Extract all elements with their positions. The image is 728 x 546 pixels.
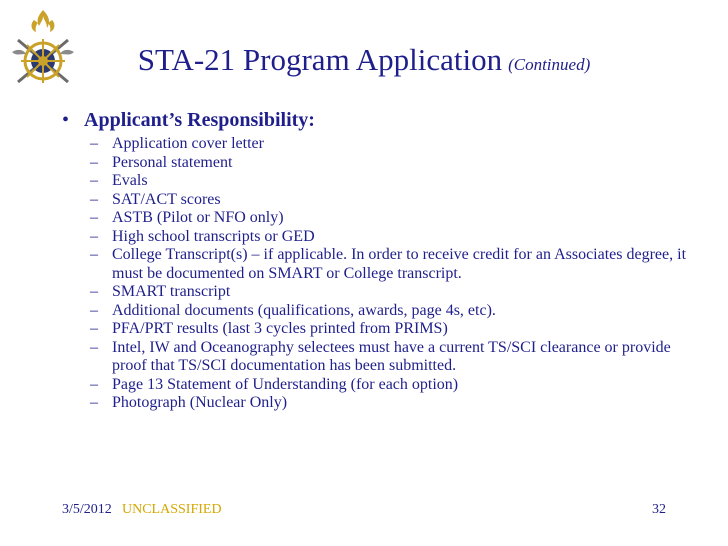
list-item-text: Evals (112, 172, 148, 189)
list-item-text: SMART transcript (112, 283, 231, 300)
list-item (90, 228, 702, 247)
list-item-text: PFA/PRT results (last 3 cycles printed from PRIMS) (112, 320, 448, 337)
list-item-text: College Transcript(s) – if applicable. In order to receive credit for an Associates degree, it must be documented on SMART or College transcript. (112, 246, 687, 282)
list-item-text: Personal statement (112, 153, 233, 171)
bullet: • (62, 109, 70, 131)
footer-date: 3/5/2012 (62, 502, 112, 517)
list-item-text: Additional documents (qualifications, awards, page 4s, etc). (112, 301, 496, 319)
list-item-text: Intel, IW and Oceanography selectees must have a current TS/SCI clearance or provide proof that TS/SCI documentation has been submitted. (112, 338, 671, 374)
dash: – (90, 301, 98, 319)
list-item (90, 209, 702, 228)
section-heading: Applicant’s Responsibility: (84, 109, 315, 131)
dash: – (90, 320, 98, 337)
list-item-text: Application cover letter (112, 135, 264, 152)
list-item (90, 394, 702, 413)
list-item (90, 283, 702, 302)
list-item-text: SAT/ACT scores (112, 190, 221, 208)
slide-title (0, 44, 728, 75)
list-item-text: Photograph (Nuclear Only) (112, 394, 288, 411)
list-item (90, 320, 702, 339)
slide-title-suffix: (Continued) (508, 55, 591, 74)
section-heading-row (62, 108, 702, 132)
list-item-text: ASTB (Pilot or NFO only) (112, 209, 284, 226)
list-item-text: High school transcripts or GED (112, 227, 315, 245)
list-item (90, 376, 702, 395)
list-item (90, 191, 702, 210)
slide-content (62, 108, 702, 413)
responsibility-list (62, 135, 702, 413)
list-item (90, 154, 702, 173)
dash: – (90, 153, 98, 171)
list-item (90, 135, 702, 154)
dash: – (90, 338, 98, 356)
list-item (90, 302, 702, 321)
dash: – (90, 246, 98, 263)
dash: – (90, 283, 98, 300)
list-item (90, 339, 702, 376)
dash: – (90, 209, 98, 226)
dash: – (90, 394, 98, 411)
list-item (90, 172, 702, 191)
list-item-text: Page 13 Statement of Understanding (for each option) (112, 375, 459, 393)
dash: – (90, 135, 98, 152)
dash: – (90, 190, 98, 208)
dash: – (90, 375, 98, 393)
dash: – (90, 227, 98, 245)
list-item (90, 246, 702, 283)
dash: – (90, 172, 98, 189)
page-number: 32 (652, 502, 666, 517)
slide-title-main: STA-21 Program Application (137, 42, 503, 77)
classification-label: UNCLASSIFIED (122, 502, 222, 517)
